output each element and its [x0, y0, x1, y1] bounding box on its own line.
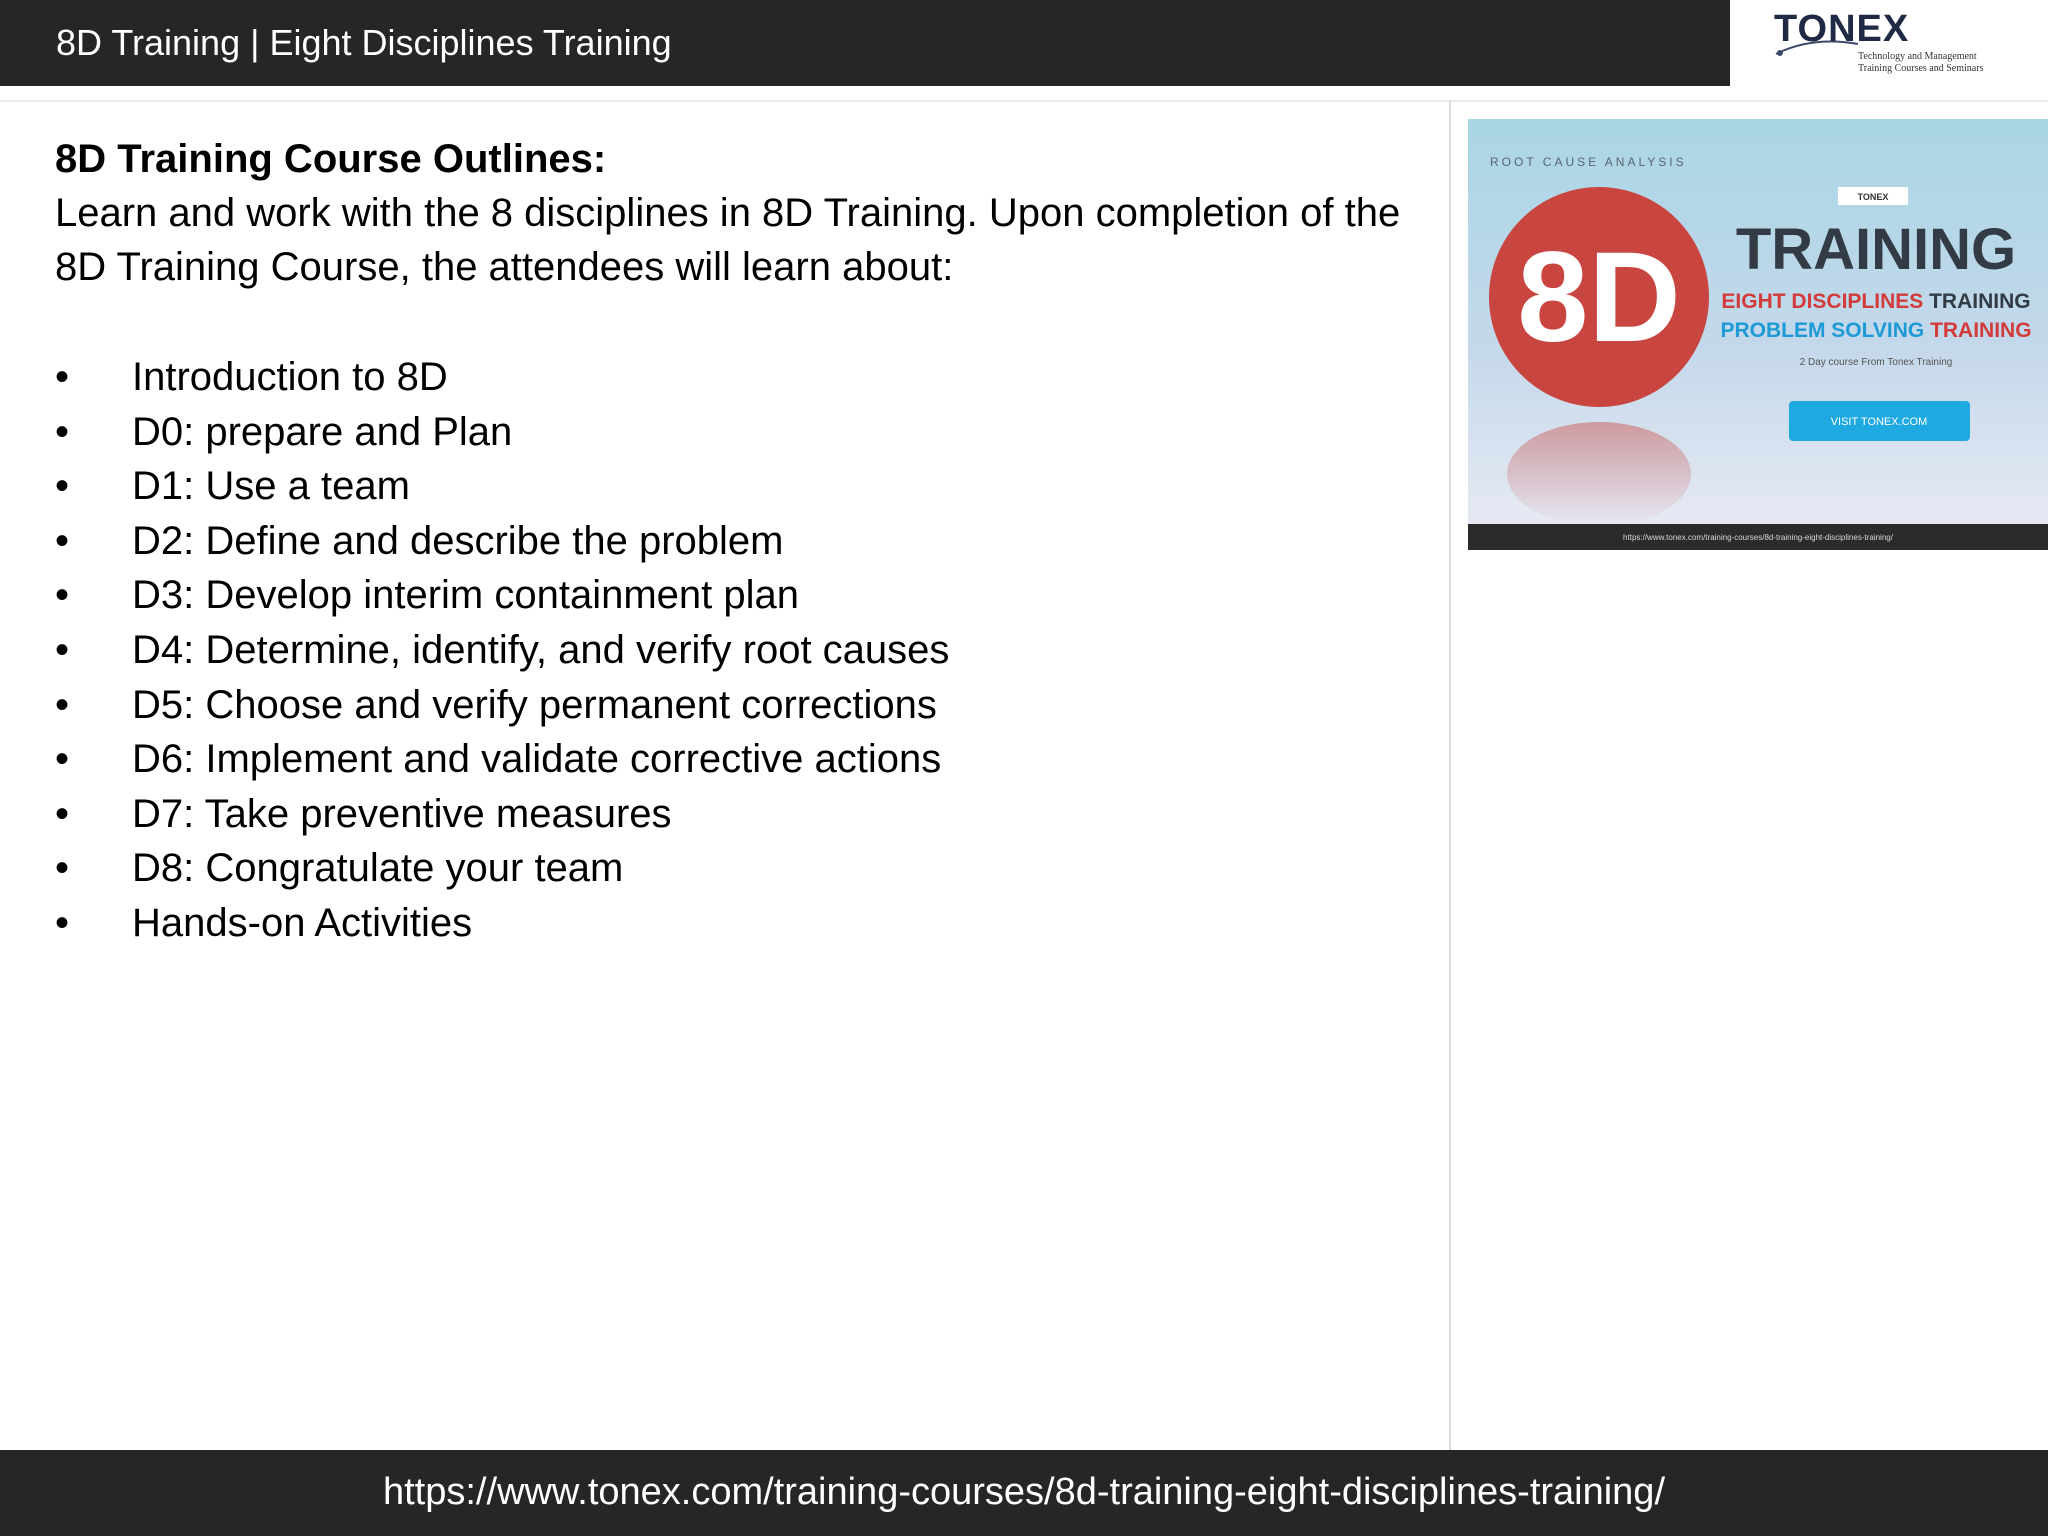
promo-banner-image: [1468, 119, 2048, 550]
list-item-text: D0: prepare and Plan: [132, 409, 513, 454]
outline-heading: 8D Training Course Outlines:: [55, 137, 607, 181]
logo-tagline-1: Technology and Management: [1858, 51, 1977, 62]
promo-eyebrow: ROOT CAUSE ANALYSIS: [1490, 155, 1687, 169]
promo-subline: 2 Day course From Tonex Training: [1799, 357, 1953, 368]
list-item-text: D3: Develop interim containment plan: [132, 573, 800, 618]
footer-url-link[interactable]: https://www.tonex.com/training-courses/8d-training-eight-disciplines-training/: [382, 1471, 1666, 1513]
promo-headline: TRAINING: [1735, 217, 2017, 282]
list-item: [55, 678, 1435, 733]
bullet-icon: •: [55, 464, 70, 509]
promo-brand: TONEX: [1857, 192, 1889, 202]
outline-list: [55, 350, 1435, 951]
list-item: [55, 841, 1435, 896]
list-item: [55, 405, 1435, 460]
bullet-icon: •: [55, 791, 70, 836]
list-item-text: D5: Choose and verify permanent corrections: [132, 682, 937, 727]
promo-line-1-red: EIGHT DISCIPLINES: [1721, 290, 1924, 313]
list-item-text: D1: Use a team: [132, 464, 410, 509]
column-divider: [1449, 100, 1451, 1450]
list-item-text: D2: Define and describe the problem: [132, 518, 784, 563]
bullet-icon: •: [55, 573, 70, 618]
promo-line-1-dark: TRAINING: [1923, 290, 2031, 313]
header-divider: [0, 100, 2048, 102]
bullet-icon: •: [55, 682, 70, 727]
footer-bar: [0, 1450, 2048, 1536]
promo-line-2: [1720, 319, 2031, 342]
logo-tagline-2: Training Courses and Seminars: [1858, 63, 1984, 74]
list-item: [55, 459, 1435, 514]
bullet-icon: •: [55, 409, 70, 454]
bullet-icon: •: [55, 846, 70, 891]
course-outline: [55, 132, 1435, 951]
list-item-text: Introduction to 8D: [132, 355, 448, 399]
list-item: [55, 896, 1435, 951]
bullet-icon: •: [55, 518, 70, 563]
list-item-text: D7: Take preventive measures: [132, 791, 672, 836]
bullet-icon: •: [55, 355, 70, 399]
slide-title: 8D Training | Eight Disciplines Training: [56, 22, 672, 63]
list-item-text: D6: Implement and validate corrective actions: [132, 737, 942, 782]
header-bar: [0, 0, 1730, 86]
promo-badge-text: 8D: [1517, 226, 1681, 369]
bullet-icon: •: [55, 627, 70, 672]
promo-line-1: [1721, 290, 2030, 313]
promo-badge-reflection: [1507, 422, 1691, 526]
list-item: [55, 623, 1435, 678]
list-item: [55, 350, 1435, 405]
list-item-text: D4: Determine, identify, and verify root causes: [132, 627, 950, 672]
promo-url-text: https://www.tonex.com/training-courses/8d-training-eight-disciplines-training/: [1623, 533, 1893, 542]
promo-line-2-red: TRAINING: [1924, 319, 2032, 342]
promo-line-2-blue: PROBLEM SOLVING: [1720, 319, 1925, 342]
bullet-icon: •: [55, 737, 70, 782]
list-item: [55, 514, 1435, 569]
promo-visit-button-label: VISIT TONEX.COM: [1830, 416, 1928, 428]
list-item: [55, 787, 1435, 842]
list-item-text: D8: Congratulate your team: [132, 846, 624, 891]
list-item-text: Hands-on Activities: [132, 900, 473, 945]
list-item: [55, 568, 1435, 623]
bullet-icon: •: [55, 900, 70, 945]
list-item: [55, 732, 1435, 787]
logo-wordmark: TONEX: [1774, 8, 1910, 50]
outline-intro: Learn and work with the 8 disciplines in 8D Training. Upon completion of the 8D Training Course, the attendees will learn about:: [55, 191, 1401, 289]
tonex-logo: [1730, 0, 2048, 86]
